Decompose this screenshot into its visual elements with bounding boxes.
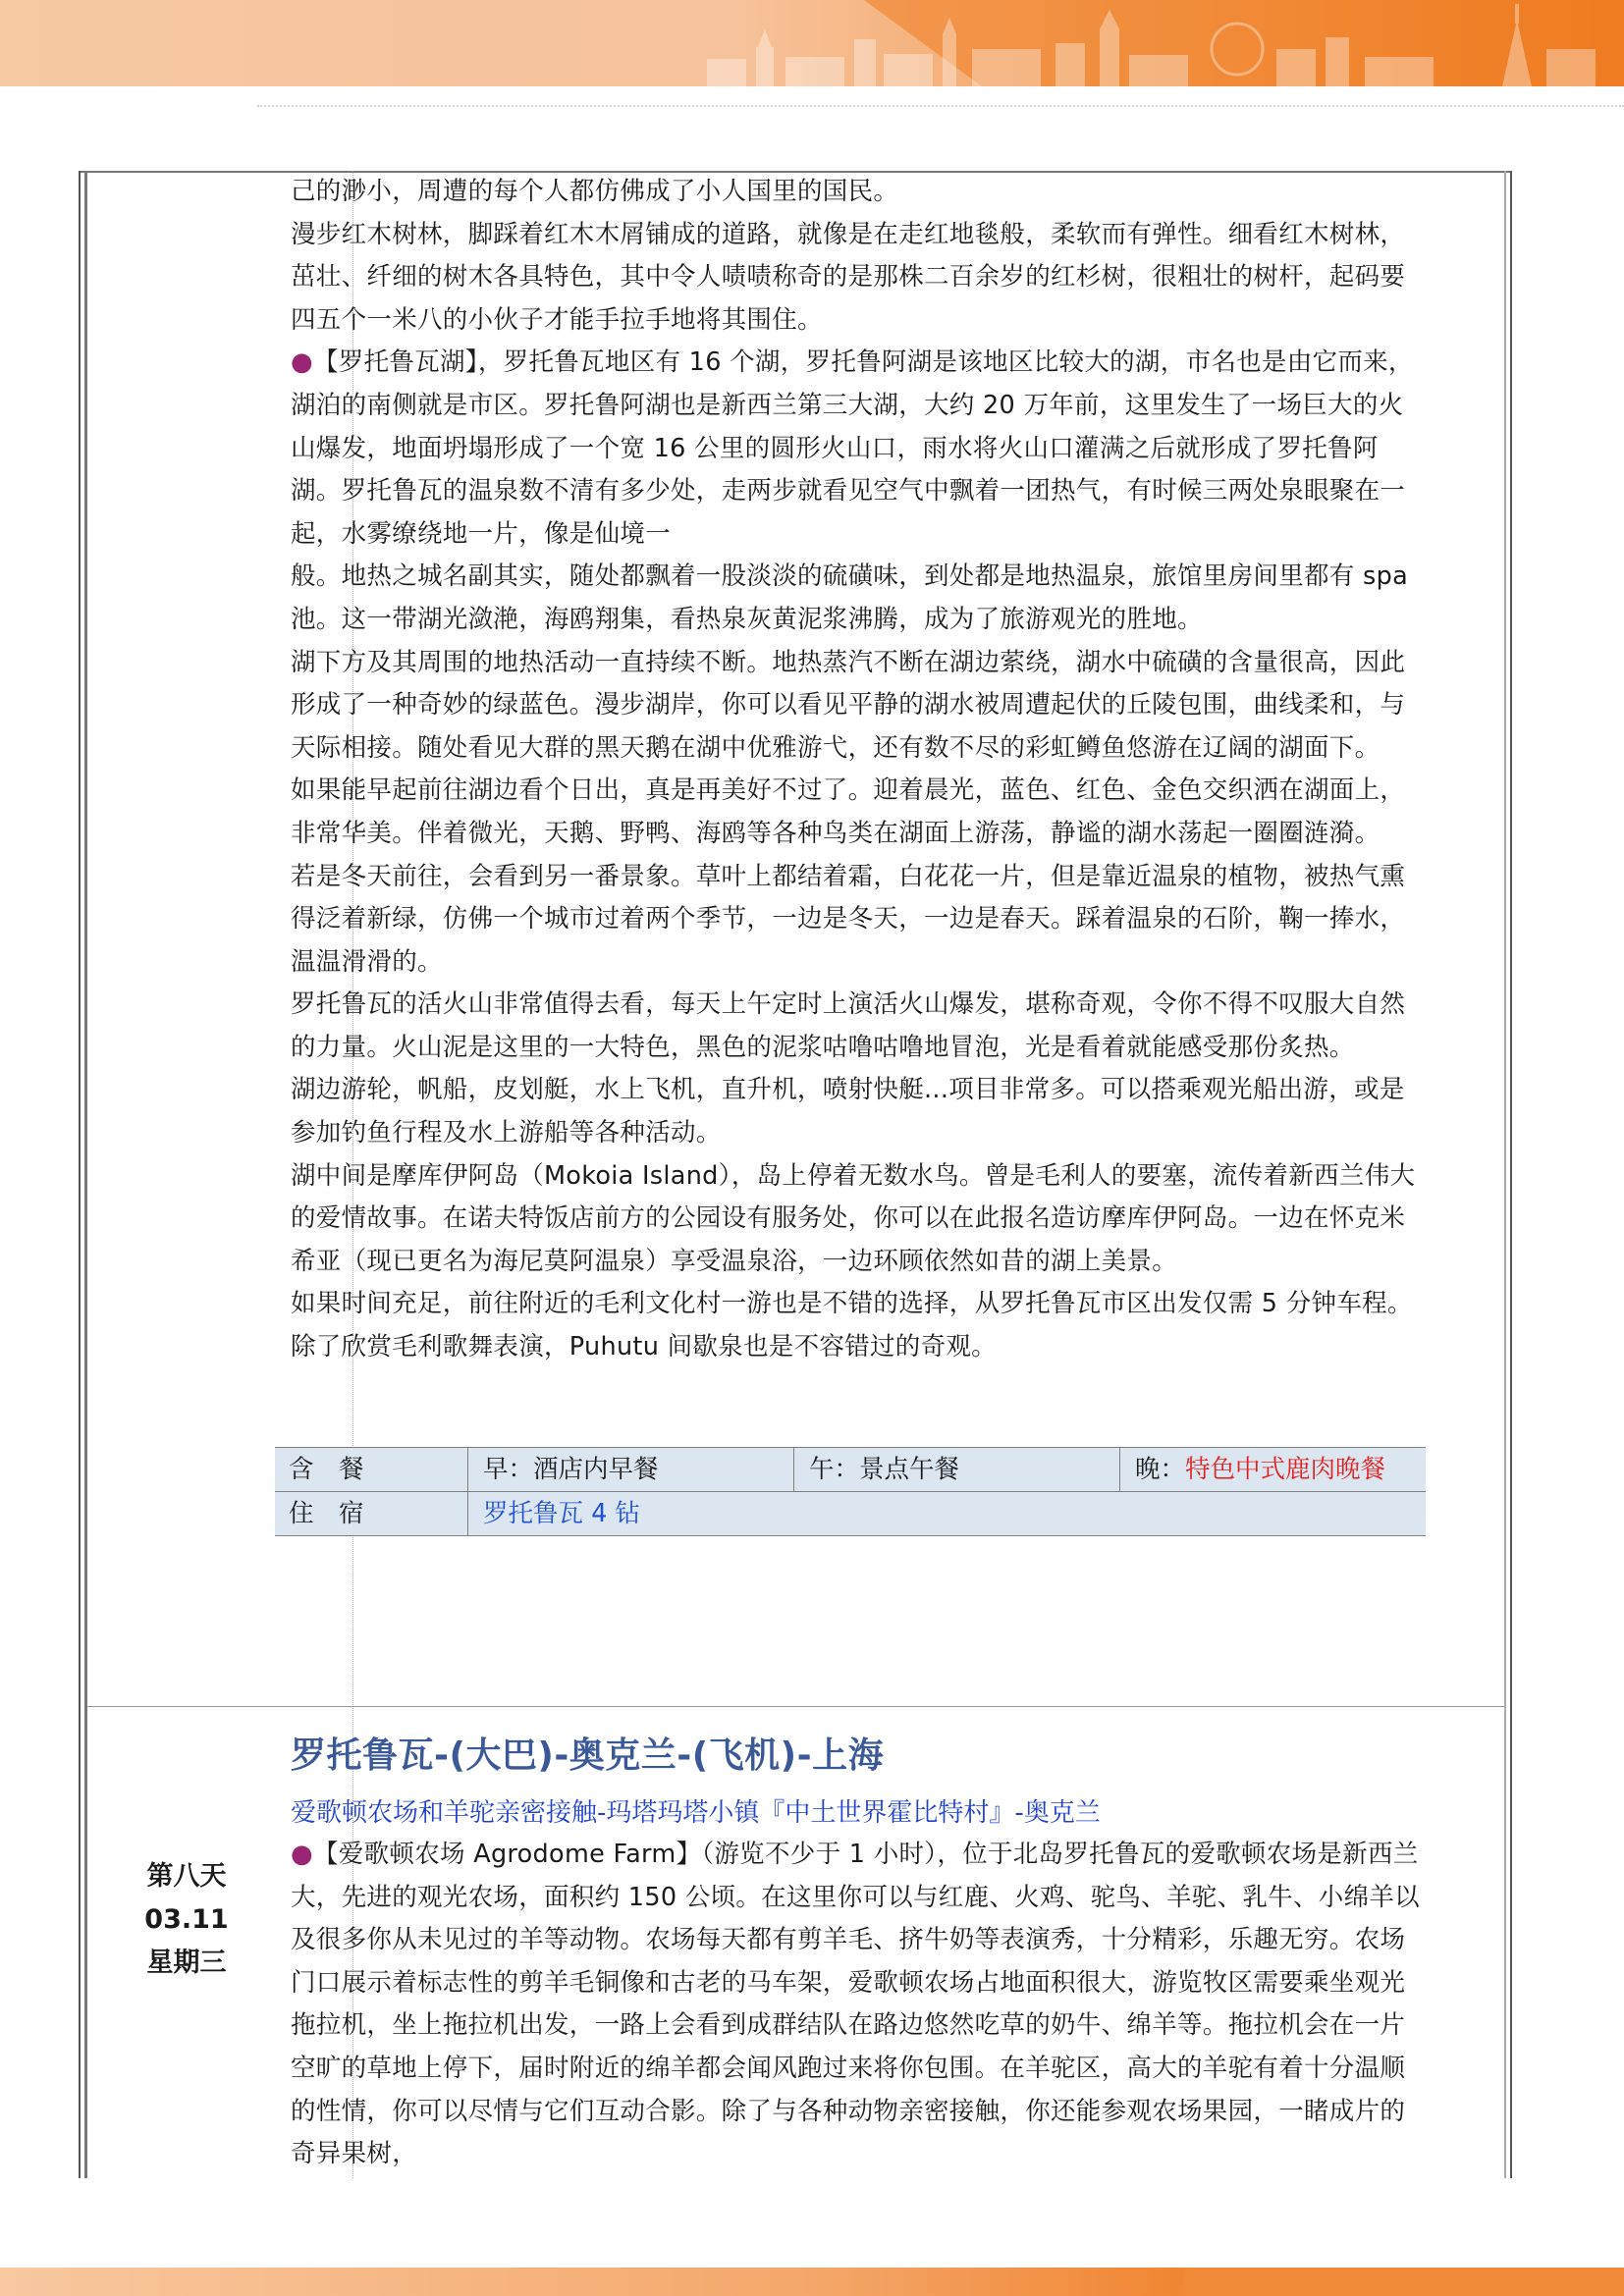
farm-text: （游览不少于 1 小时），位于北岛罗托鲁瓦的爱歌顿农场是新西兰大，先进的观光农场，面积约 150 公顷。在这里你可以与红鹿、火鸡、驼鸟、羊驼、乳牛、小绵羊以及很多你从未见过的羊等动物。农场每天都有剪羊毛、挤牛奶等表演秀，十分精彩，乐趣无穷。农场门口展示着标志性的剪羊毛铜像和古老的马车架，爱歌顿农场占地面积很大，游览牧区需要乘坐观光拖拉机，坐上拖拉机出发，一路上会看到成群结队在路边悠然吃草的奶牛、绵羊等。拖拉机会在一片空旷的草地上停下，届时附近的绵羊都会闻风跑过来将你包围。在羊驼区，高大的羊驼有着十分温顺的性情，你可以尽情与它们互动合影。除了与各种动物亲密接触，你还能参观农场果园，一睹成片的奇异果树，: [291, 1840, 1420, 2169]
paragraph: 如果时间充足，前往附近的毛利文化村一游也是不错的选择，从罗托鲁瓦市区出发仅需 5 分钟车程。除了欣赏毛利歌舞表演，Puhutu 间歇泉也是不容错过的奇观。: [291, 1289, 1413, 1362]
header-divider: [257, 105, 1624, 107]
bullet-dot-icon: ●: [291, 347, 313, 378]
lodging-row: [275, 1491, 1426, 1536]
day8-description: [291, 1834, 1425, 2176]
lodging-label: 住 宿: [289, 1499, 364, 1528]
table-right-border-inner: [1504, 171, 1506, 2178]
farm-paragraph: [291, 1834, 1425, 2176]
dinner: [1135, 1448, 1385, 1491]
paragraph: 湖中间是摩库伊阿岛（Mokoia Island），岛上停着无数水鸟。曾是毛利人的要塞，流传着新西兰伟大的爱情故事。在诺夫特饭店前方的公园设有服务处，你可以在此报名造访摩库伊阿岛。一边在怀克米希亚（现已更名为海尼莫阿温泉）享受温泉浴，一边环顾依然如昔的湖上美景。: [291, 1160, 1416, 1276]
farm-title: 【爱歌顿农场 Agrodome Farm】: [313, 1840, 702, 1869]
table-left-border: [79, 171, 81, 2178]
paragraph: 漫步红木树林，脚踩着红木木屑铺成的道路，就像是在走红地毯般，柔软而有弹性。细看红木树林，茁壮、纤细的树木各具特色，其中令人啧啧称奇的是那株二百余岁的红杉树，很粗壮的树杆，起码要四五个一米八的小伙子才能手拉手地将其围住。: [291, 219, 1406, 335]
bottom-banner: [0, 2268, 1624, 2296]
city-skyline-decoration: [0, 0, 1624, 86]
meal-lodging-table: [275, 1447, 1426, 1535]
meals-label: 含 餐: [289, 1455, 364, 1484]
lake-title: 【罗托鲁瓦湖】: [313, 347, 478, 378]
table-right-border: [1510, 171, 1512, 2178]
dinner-value: 特色中式鹿肉晚餐: [1185, 1455, 1386, 1484]
paragraph: 湖边游轮，帆船，皮划艇，水上飞机，直升机，喷射快艇...项目非常多。可以搭乘观光船出游，或是参加钓鱼行程及水上游船等各种活动。: [291, 1075, 1405, 1148]
dinner-prefix: 晚：: [1135, 1455, 1186, 1484]
paragraph: 如果能早起前往湖边看个日出，真是再美好不过了。迎着晨光，蓝色、红色、金色交织洒在湖面上，非常华美。伴着微光，天鹅、野鸭、海鸥等各种鸟类在湖面上游荡，静谧的湖水荡起一圈圈涟漪。: [291, 775, 1406, 848]
day-label: [98, 1855, 275, 1985]
day-subtitle: 爱歌顿农场和羊驼亲密接触-玛塔玛塔小镇『中土世界霍比特村』-奥克兰: [291, 1798, 1101, 1828]
table-left-border-inner: [84, 171, 87, 2178]
day-title: 罗托鲁瓦-(大巴)-奥克兰-(飞机)-上海: [291, 1735, 885, 1776]
day7-description: [291, 171, 1425, 1369]
paragraph: 般。地热之城名副其实，随处都飘着一股淡淡的硫磺味，到处都是地热温泉，旅馆里房间里都有 spa 池。这一带湖光潋滟，海鸥翔集，看热泉灰黄泥浆沸腾，成为了旅游观光的胜地。: [291, 561, 1409, 634]
day-weekday: 星期三: [146, 1948, 227, 1978]
breakfast: 早：酒店内早餐: [483, 1455, 659, 1484]
paragraph: 罗托鲁瓦的活火山非常值得去看，每天上午定时上演活火山爆发，堪称奇观，令你不得不叹服大自然的力量。火山泥是这里的一大特色，黑色的泥浆咕噜咕噜地冒泡，光是看着就能感受那份炙热。: [291, 989, 1406, 1062]
day-date: 03.11: [144, 1904, 229, 1935]
lodging-value: 罗托鲁瓦 4 钻: [483, 1499, 640, 1528]
paragraph: 己的渺小，周遭的每个人都仿佛成了小人国里的国民。: [291, 177, 899, 206]
lake-paragraph: [291, 342, 1425, 556]
meals-row: [275, 1447, 1426, 1491]
top-banner: [0, 0, 1624, 86]
bullet-dot-icon: ●: [291, 1840, 313, 1869]
lake-text: ，罗托鲁瓦地区有 16 个湖，罗托鲁阿湖是该地区比较大的湖，市名也是由它而来，湖泊的南侧就是市区。罗托鲁阿湖也是新西兰第三大湖，大约 20 万年前，这里发生了一场巨大的火山爆发，地面坍塌形成了一个宽 16 公里的圆形火山口，雨水将火山口灌满之后就形成了罗托鲁阿湖。罗托鲁瓦的温泉数不清有多少处，走两步就看见空气中飘着一团热气，有时候三两处泉眼聚在一起，水雾缭绕地一片，像是仙境一: [291, 347, 1414, 549]
paragraph: 若是冬天前往，会看到另一番景象。草叶上都结着霜，白花花一片，但是靠近温泉的植物，被热气熏得泛着新绿，仿佛一个城市过着两个季节，一边是冬天，一边是春天。踩着温泉的石阶，鞠一捧水，温温滑滑的。: [291, 861, 1406, 977]
row-divider: [87, 1706, 1504, 1707]
lunch: 午：景点午餐: [809, 1455, 960, 1484]
day-number: 第八天: [146, 1861, 227, 1892]
paragraph: 湖下方及其周围的地热活动一直持续不断。地热蒸汽不断在湖边萦绕，湖水中硫磺的含量很高，因此形成了一种奇妙的绿蓝色。漫步湖岸，你可以看见平静的湖水被周遭起伏的丘陵包围，曲线柔和，与天际相接。随处看见大群的黑天鹅在湖中优雅游弋，还有数不尽的彩虹鳟鱼悠游在辽阔的湖面下。: [291, 647, 1406, 763]
